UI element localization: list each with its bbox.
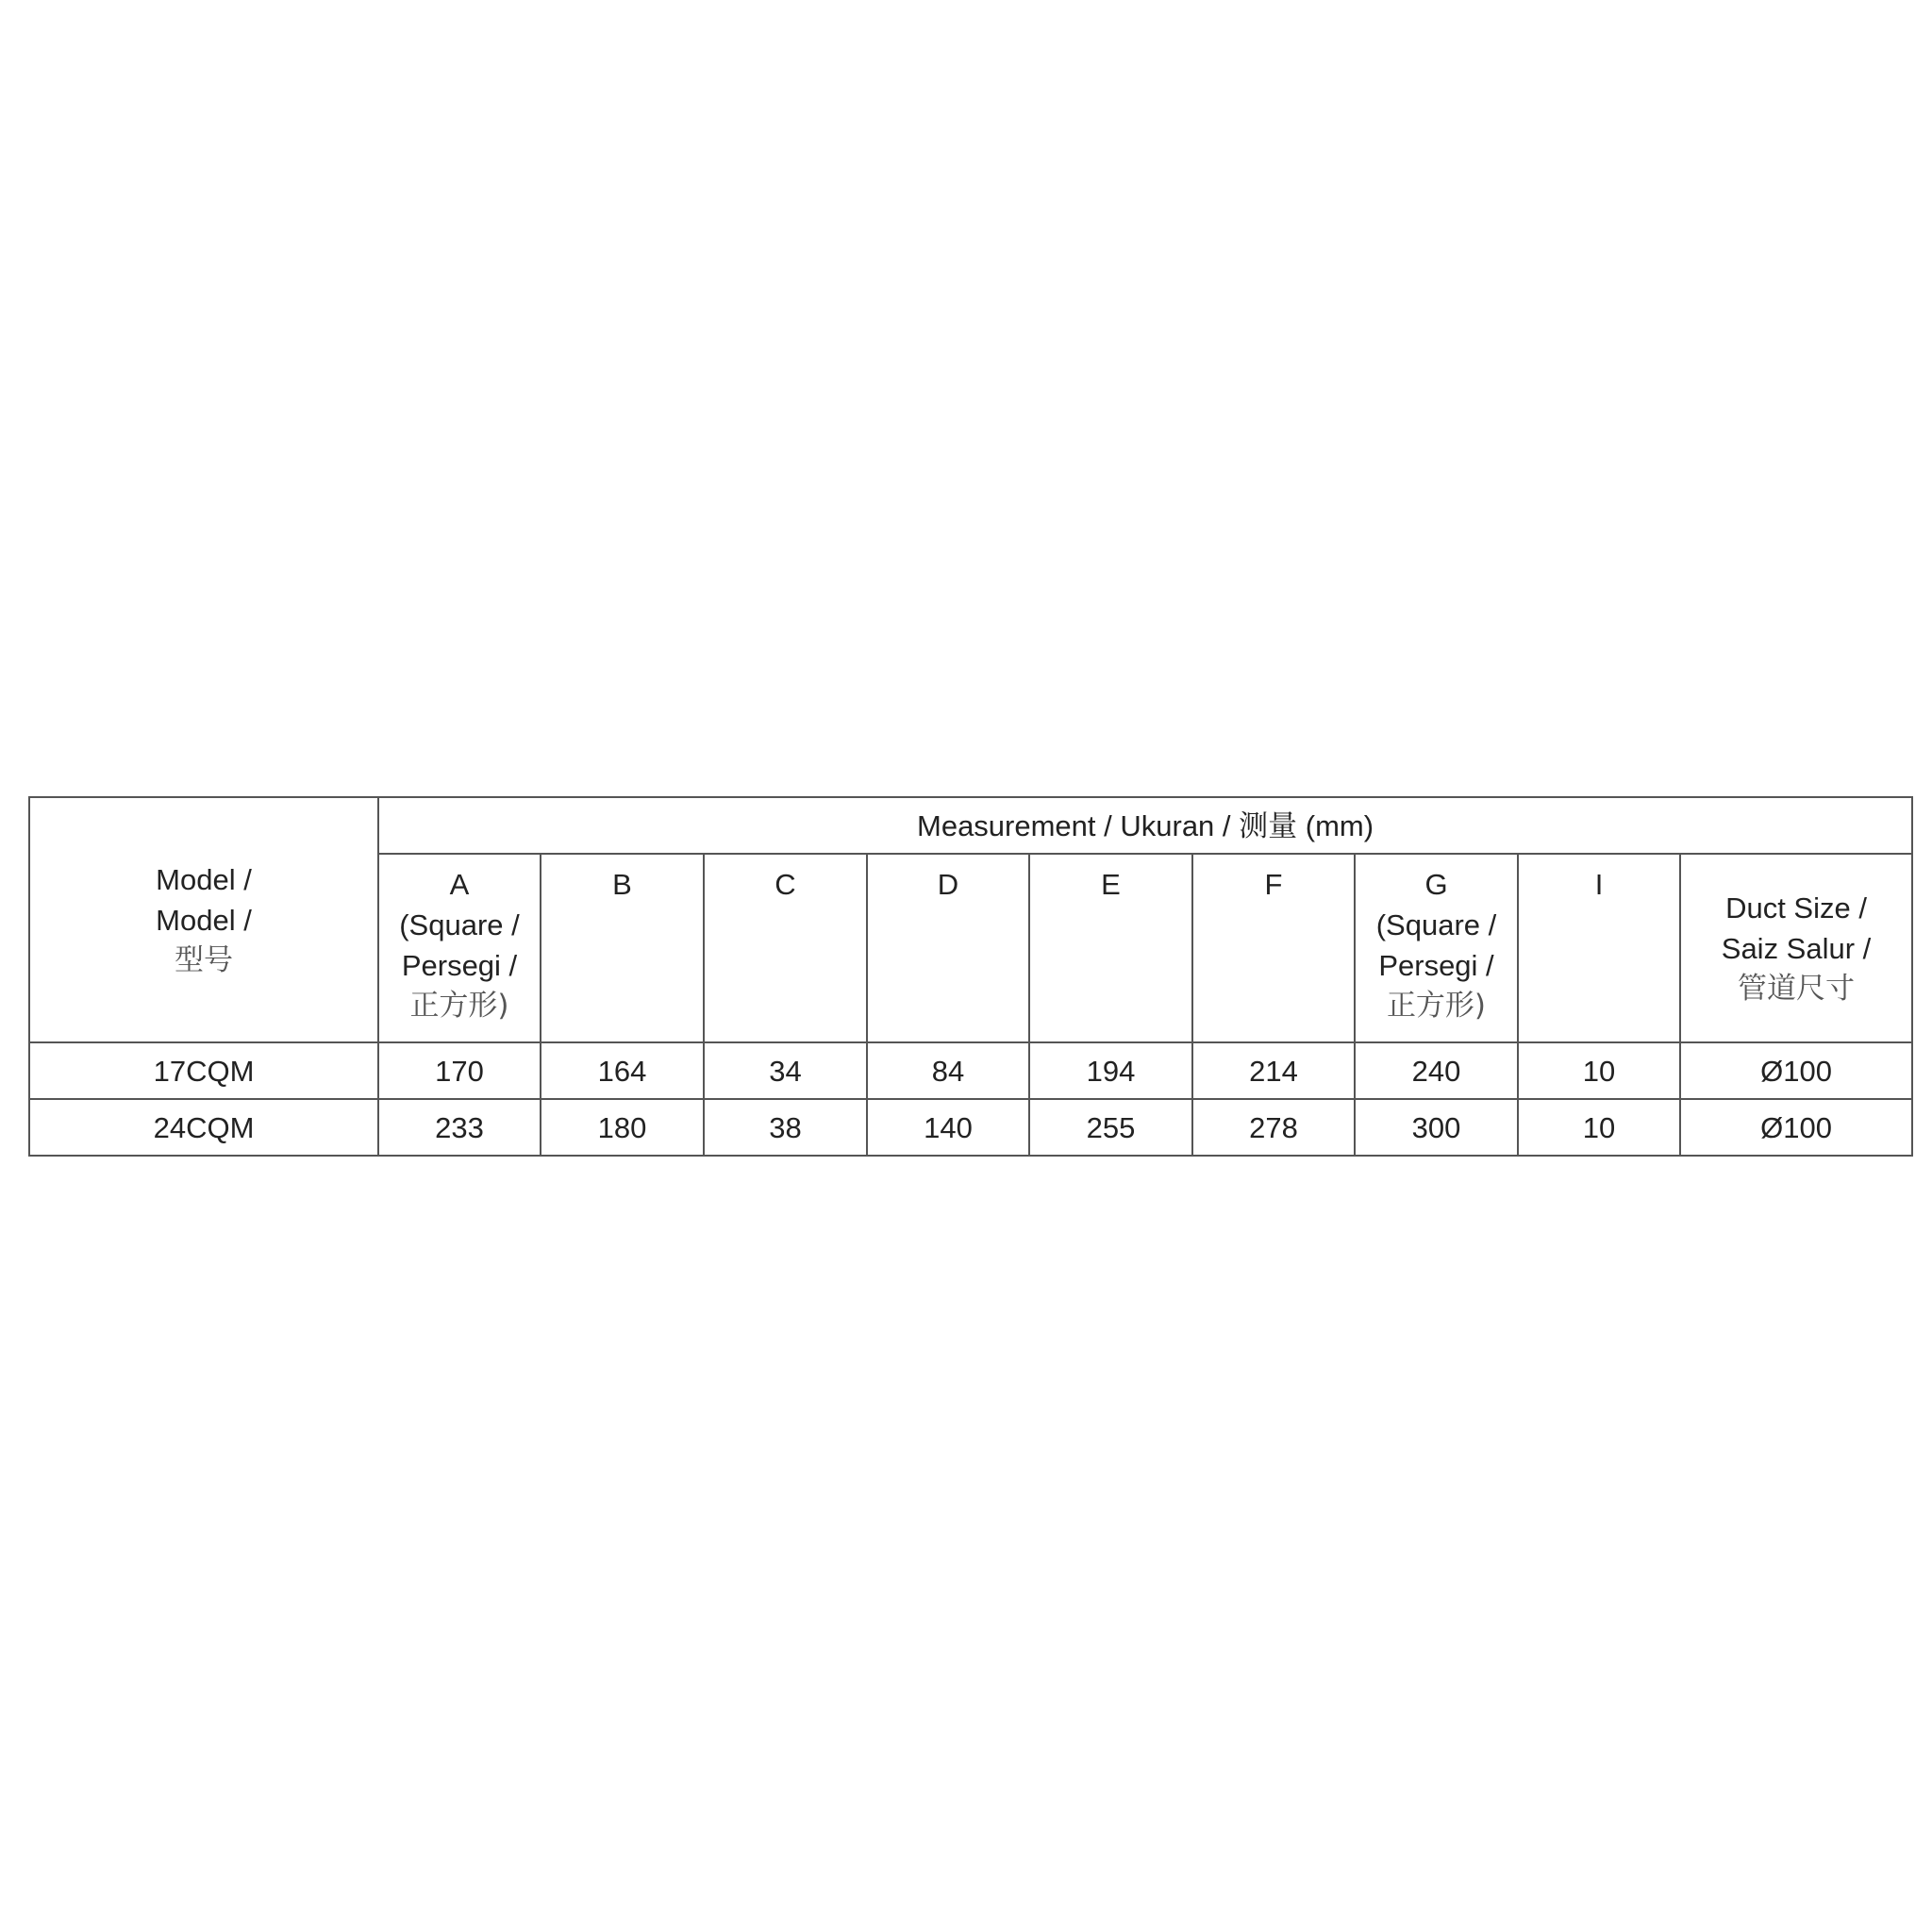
- model-header: [29, 797, 378, 1042]
- column-g-line-3: Persegi /: [1378, 949, 1494, 982]
- cell-e: 194: [1029, 1042, 1192, 1099]
- column-header-duct-size: [1680, 854, 1912, 1042]
- column-header-c: C: [704, 854, 867, 1042]
- model-header-line-1: Model /: [156, 862, 252, 896]
- column-header-a: [378, 854, 541, 1042]
- cell-f: 214: [1192, 1042, 1355, 1099]
- cell-duct-size: Ø100: [1680, 1099, 1912, 1156]
- cell-b: 164: [541, 1042, 704, 1099]
- column-header-i: I: [1518, 854, 1680, 1042]
- column-a-line-1: A: [449, 868, 470, 901]
- cell-i: 10: [1518, 1099, 1680, 1156]
- cell-c: 38: [704, 1099, 867, 1156]
- column-header-f: F: [1192, 854, 1355, 1042]
- cell-a: 170: [378, 1042, 541, 1099]
- cell-model: 24CQM: [29, 1099, 378, 1156]
- table-row: [29, 1099, 1912, 1156]
- dimension-table: [28, 796, 1913, 1157]
- model-header-line-2: Model /: [156, 903, 252, 937]
- duct-line-1: Duct Size /: [1725, 891, 1867, 924]
- cell-a: 233: [378, 1099, 541, 1156]
- column-g-line-1: G: [1424, 868, 1448, 901]
- cell-g: 300: [1355, 1099, 1518, 1156]
- measurement-header: Measurement / Ukuran / 测量 (mm): [378, 797, 1912, 854]
- column-g-line-4: 正方形): [1386, 989, 1487, 1023]
- cell-i: 10: [1518, 1042, 1680, 1099]
- column-a-line-4: 正方形): [409, 989, 509, 1023]
- cell-b: 180: [541, 1099, 704, 1156]
- model-header-line-3: 型号: [175, 942, 233, 977]
- cell-c: 34: [704, 1042, 867, 1099]
- duct-line-2: Saiz Salur /: [1721, 931, 1872, 965]
- column-header-g: [1355, 854, 1518, 1042]
- column-header-d: D: [867, 854, 1029, 1042]
- column-header-b: B: [541, 854, 704, 1042]
- cell-model: 17CQM: [29, 1042, 378, 1099]
- cell-f: 278: [1192, 1099, 1355, 1156]
- cell-duct-size: Ø100: [1680, 1042, 1912, 1099]
- header-row-top: [29, 797, 1912, 854]
- cell-g: 240: [1355, 1042, 1518, 1099]
- column-header-e: E: [1029, 854, 1192, 1042]
- cell-d: 84: [867, 1042, 1029, 1099]
- cell-e: 255: [1029, 1099, 1192, 1156]
- cell-d: 140: [867, 1099, 1029, 1156]
- table-row: [29, 1042, 1912, 1099]
- column-a-line-2: (Square /: [399, 908, 520, 941]
- column-a-line-3: Persegi /: [401, 949, 518, 982]
- duct-line-3: 管道尺寸: [1738, 971, 1856, 1006]
- column-g-line-2: (Square /: [1375, 908, 1497, 941]
